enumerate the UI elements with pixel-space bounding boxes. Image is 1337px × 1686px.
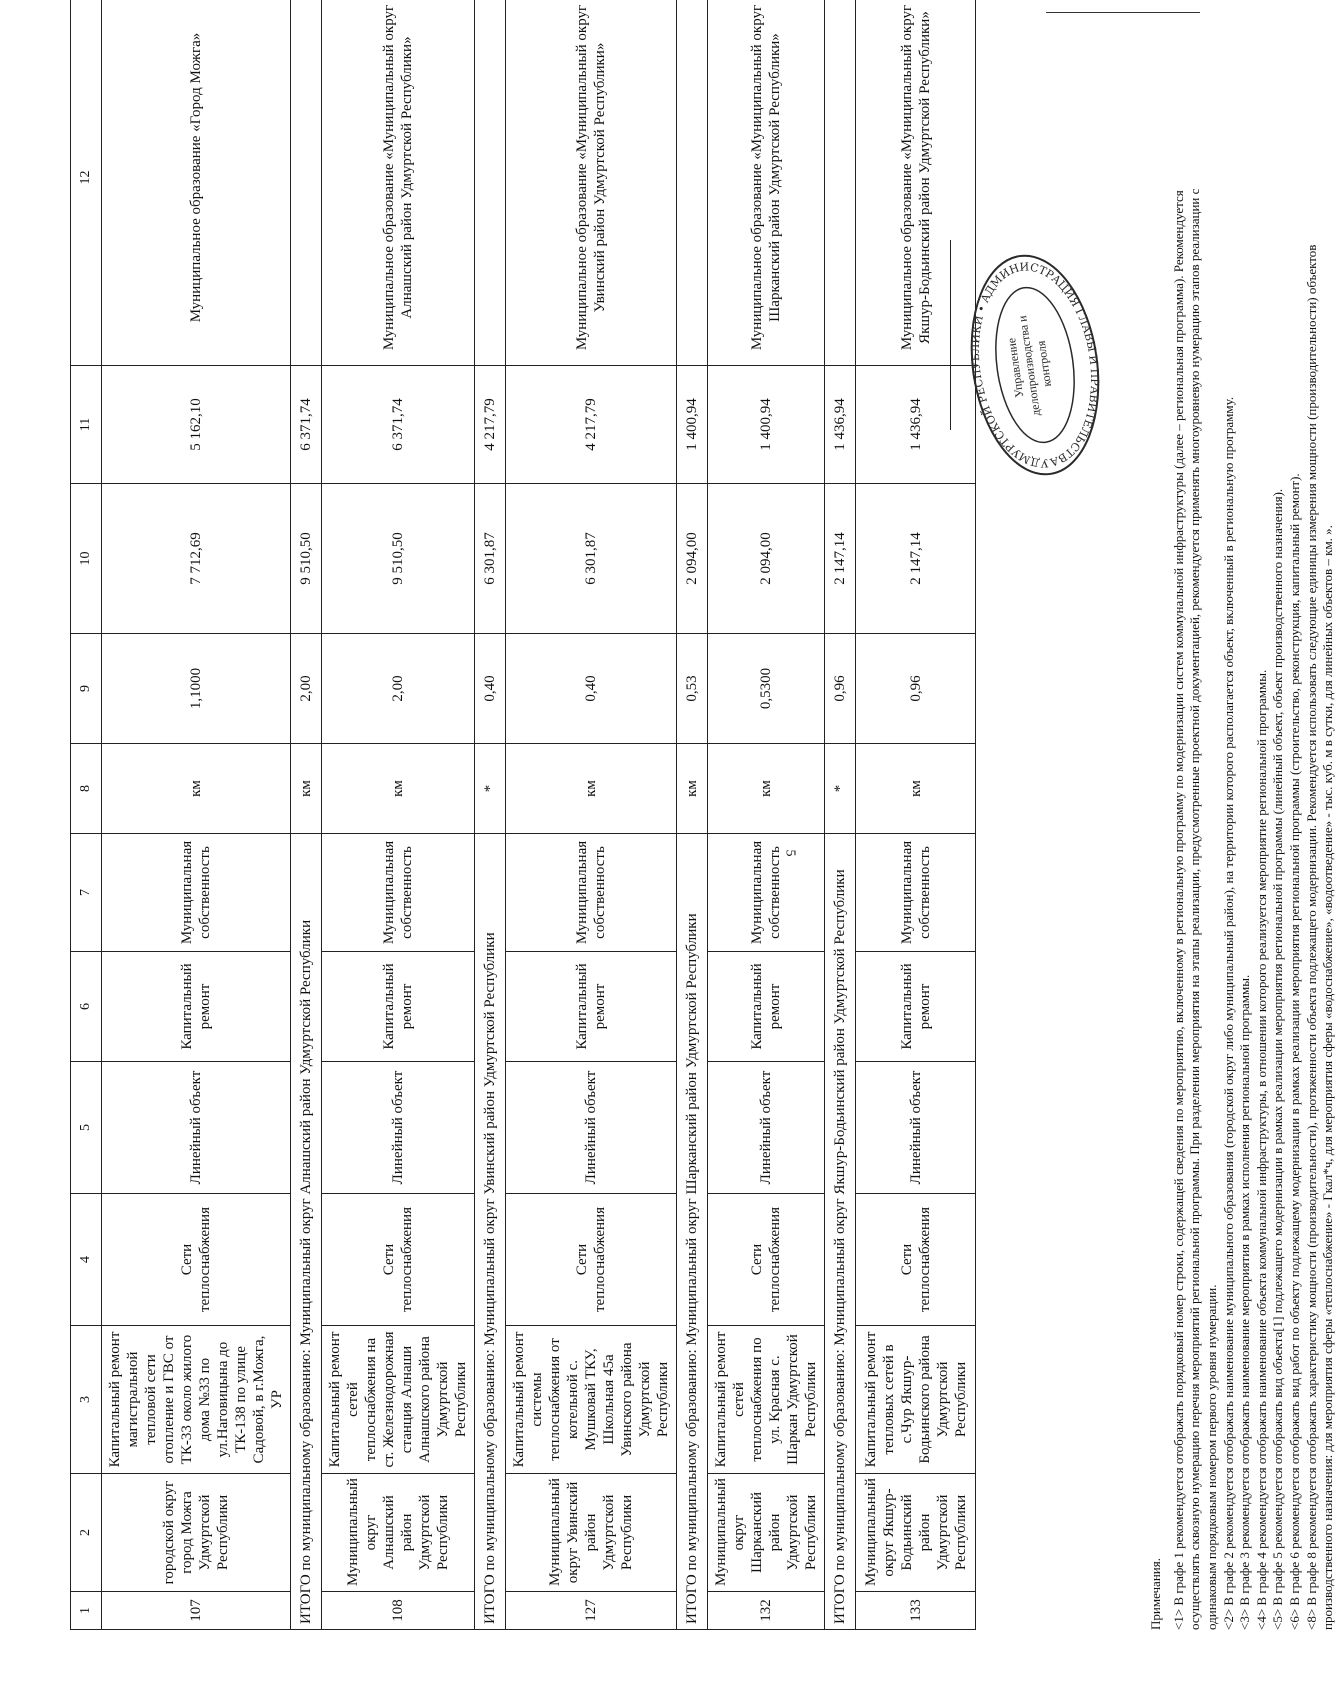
cell-capacity: 2,00 (291, 634, 322, 744)
col-header: 3 (71, 1326, 102, 1474)
cell-cost: 2 147,14 (856, 484, 976, 634)
total-label: ИТОГО по муниципальному образованию: Муниципальный округ Увинский район Удмуртской Республики (475, 834, 506, 1630)
cell-work-type: Капитальный ремонт (708, 952, 825, 1062)
cell-empty (291, 0, 322, 366)
cell-object-type: Линейный объект (506, 1062, 677, 1194)
cell-cost: 6 301,87 (506, 484, 677, 634)
cell-municipality: городской округ город Можга Удмуртской Республики (102, 1474, 291, 1592)
cell-object: Сети теплоснабжения (322, 1194, 475, 1326)
cell-recipient: Муниципальное образование «Муниципальный округ Алнашский район Удмуртской Республики» (322, 0, 475, 366)
col-header: 7 (71, 834, 102, 952)
cell-object-type: Линейный объект (322, 1062, 475, 1194)
cell-empty (475, 0, 506, 366)
cell-number: 107 (102, 1592, 291, 1630)
cell-funding: 1 400,94 (708, 366, 825, 484)
col-header: 10 (71, 484, 102, 634)
cell-unit: * (475, 744, 506, 834)
cell-object: Сети теплоснабжения (102, 1194, 291, 1326)
cell-ownership: Муниципальная собственность (708, 834, 825, 952)
cell-object-type: Линейный объект (102, 1062, 291, 1194)
cell-municipality: Муниципальный округ Якшур-Бодьинский район Удмуртской Республики (856, 1474, 976, 1592)
cell-recipient: Муниципальное образование «Муниципальный округ Якшур-Бодьинский район Удмуртской Республики» (856, 0, 976, 366)
cell-work-type: Капитальный ремонт (856, 952, 976, 1062)
cell-unit: км (506, 744, 677, 834)
cell-capacity: 0,5300 (708, 634, 825, 744)
cell-capacity: 1,1000 (102, 634, 291, 744)
cell-municipality: Муниципальный округ Алнашский район Удмуртской Республики (322, 1474, 475, 1592)
cell-funding: 6 371,74 (322, 366, 475, 484)
col-header: 6 (71, 952, 102, 1062)
cell-unit: км (322, 744, 475, 834)
col-header: 11 (71, 366, 102, 484)
table-row (102, 0, 291, 1630)
cell-unit: км (291, 744, 322, 834)
total-row (291, 0, 322, 1630)
column-number-row (71, 0, 102, 1630)
cell-funding: 4 217,79 (475, 366, 506, 484)
total-row (677, 0, 708, 1630)
cell-cost: 6 301,87 (475, 484, 506, 634)
cell-unit: * (825, 744, 856, 834)
note-line: <4> В графе 4 рекомендуется отображать наименование объекта коммунальной инфраструктуры, в отношении которого реализуется мероприятие региональной программы. (1253, 669, 1269, 1630)
cell-measure: Капитальный ремонт магистральной тепловой сети отопление и ГВС от ТК-33 около жилого дома №33 по ул.Наговицына до ТК-138 по улице Садовой, в г.Можга, УР (102, 1326, 291, 1474)
cell-cost: 7 712,69 (102, 484, 291, 634)
cell-work-type: Капитальный ремонт (322, 952, 475, 1062)
note-line: производственного назначения: для мероприятия сферы «теплоснабжение» - Гкал*ч, для мероприятия сферы «водоснабжение», «водоотведение» - тыс. куб. м в сутки, для линейных объектов – км. ». (1320, 525, 1336, 1630)
cell-ownership: Муниципальная собственность (856, 834, 976, 952)
table-row (708, 0, 825, 1630)
cell-funding: 5 162,10 (102, 366, 291, 484)
cell-number: 108 (322, 1592, 475, 1630)
note-line: <8> В графе 8 рекомендуется отображать характеристику мощности (производительности), протяженности объекта подлежащего модернизации. Рекомендуется использовать следующие единицы измерения мощности (производительности) объектов (1303, 244, 1319, 1630)
total-row (825, 0, 856, 1630)
cell-funding: 1 436,94 (825, 366, 856, 484)
cell-object: Сети теплоснабжения (856, 1194, 976, 1326)
col-header: 1 (71, 1592, 102, 1630)
cell-recipient: Муниципальное образование «Город Можга» (102, 0, 291, 366)
cell-cost: 9 510,50 (291, 484, 322, 634)
top-rule (1046, 12, 1200, 13)
col-header: 12 (71, 0, 102, 366)
total-row (475, 0, 506, 1630)
cell-object-type: Линейный объект (856, 1062, 976, 1194)
cell-unit: км (856, 744, 976, 834)
cell-recipient: Муниципальное образование «Муниципальный округ Увинский район Удмуртской Республики» (506, 0, 677, 366)
note-line: <6> В графе 6 рекомендуется отображать вид работ по объекту подлежащему модернизации в рамках реализации мероприятия региональной программы (строительство, реконструкция, капитальный ремонт). (1287, 473, 1302, 1630)
col-header: 9 (71, 634, 102, 744)
table-row (322, 0, 475, 1630)
signature-line (950, 240, 951, 430)
cell-municipality: Муниципальный округ Шарканский район Удмуртской Республики (708, 1474, 825, 1592)
page-number: 5 (782, 849, 798, 857)
rotated-content (70, 4, 1336, 1630)
cell-unit: км (677, 744, 708, 834)
program-table (70, 0, 976, 1630)
col-header: 4 (71, 1194, 102, 1326)
total-label: ИТОГО по муниципальному образованию: Муниципальный округ Шарканский район Удмуртской Республики (677, 834, 708, 1630)
total-label: ИТОГО по муниципальному образованию: Муниципальный округ Якшур-Бодьинский район Удмуртской Республики (825, 834, 856, 1630)
note-line: <1> В графе 1 рекомендуется отображать порядковый номер строки, содержащей сведения по мероприятию, включенному в региональную программу по модернизации систем коммунальной инфраструктуры (далее – региональная программа). Рекомендуется (1170, 190, 1186, 1630)
col-header: 8 (71, 744, 102, 834)
stamp-inner-text: Управление делопроизводства и контроля (1004, 314, 1054, 417)
cell-cost: 9 510,50 (322, 484, 475, 634)
table-row (856, 0, 976, 1630)
cell-number: 133 (856, 1592, 976, 1630)
notes-title: Примечания. (1148, 1558, 1163, 1630)
note-line: осуществлять сквозную нумерацию перечня мероприятий региональной программы. При разделении мероприятия на этапы реализации, предусмотренные проектной документацией, рекомендуется применять многоуровневую нумерацию этапов реализации с (1187, 188, 1203, 1630)
cell-capacity: 0,53 (677, 634, 708, 744)
cell-measure: Капитальный ремонт сетей теплоснабжения по ул. Красная с. Шаркан Удмуртской Республики (708, 1326, 825, 1474)
note-line: <5> В графе 5 рекомендуется отображать вид объекта[1] подлежащего модернизации в рамках реализации мероприятия региональной программы (линейный объект, объект производственного назначения). (1270, 488, 1286, 1630)
cell-ownership: Муниципальная собственность (506, 834, 677, 952)
total-label: ИТОГО по муниципальному образованию: Муниципальный округ Алнашский район Удмуртской Республики (291, 834, 322, 1630)
official-stamp (955, 242, 1116, 488)
cell-municipality: Муниципальный округ Увинский район Удмуртской Республики (506, 1474, 677, 1592)
cell-funding: 1 400,94 (677, 366, 708, 484)
note-line: одинаковым порядковым номером первого уровня нумерации. (1203, 1284, 1219, 1630)
cell-object-type: Линейный объект (708, 1062, 825, 1194)
stamp-outer-text: УДМУРТСКОЙ РЕСПУБЛИКИ • АДМИНИСТРАЦИЯ ГЛАВЫ И ПРАВИТЕЛЬСТВА (968, 260, 1102, 470)
cell-recipient: Муниципальное образование «Муниципальный округ Шарканский район Удмуртской Республики» (708, 0, 825, 366)
cell-cost: 2 094,00 (708, 484, 825, 634)
cell-funding: 1 436,94 (856, 366, 976, 484)
cell-capacity: 0,40 (475, 634, 506, 744)
note-line: <2> В графе 2 рекомендуется отображать наименование муниципального образования (городской округ либо муниципальный район), на территории которого располагается объект, включенный в региональную программу. (1220, 396, 1236, 1630)
col-header: 2 (71, 1474, 102, 1592)
cell-cost: 2 094,00 (677, 484, 708, 634)
cell-capacity: 0,96 (825, 634, 856, 744)
cell-ownership: Муниципальная собственность (322, 834, 475, 952)
cell-unit: км (102, 744, 291, 834)
cell-empty (677, 0, 708, 366)
cell-funding: 4 217,79 (506, 366, 677, 484)
cell-work-type: Капитальный ремонт (506, 952, 677, 1062)
cell-number: 132 (708, 1592, 825, 1630)
col-header: 5 (71, 1062, 102, 1194)
cell-number: 127 (506, 1592, 677, 1630)
table-row (506, 0, 677, 1630)
cell-capacity: 0,96 (856, 634, 976, 744)
cell-capacity: 2,00 (322, 634, 475, 744)
cell-capacity: 0,40 (506, 634, 677, 744)
cell-measure: Капитальный ремонт тепловых сетей в с.Чур Якшур-Бодьинского района Удмуртской Республики (856, 1326, 976, 1474)
cell-unit: км (708, 744, 825, 834)
note-line: <3> В графе 3 рекомендуется отображать наименование мероприятия в рамках исполнения региональной программы. (1237, 974, 1253, 1630)
cell-measure: Капитальный ремонт системы теплоснабжения от котельной с. Мушковай ТКУ, Школьная 45а Увинского района Удмуртской Республики (506, 1326, 677, 1474)
cell-measure: Капитальный ремонт сетей теплоснабжения на ст. Железнодорожная станция Алнаши Алнашского района Удмуртской Республики (322, 1326, 475, 1474)
cell-object: Сети теплоснабжения (708, 1194, 825, 1326)
cell-funding: 6 371,74 (291, 366, 322, 484)
cell-ownership: Муниципальная собственность (102, 834, 291, 952)
notes-section (1148, 90, 1337, 1630)
cell-work-type: Капитальный ремонт (102, 952, 291, 1062)
cell-object: Сети теплоснабжения (506, 1194, 677, 1326)
cell-empty (825, 0, 856, 366)
cell-cost: 2 147,14 (825, 484, 856, 634)
